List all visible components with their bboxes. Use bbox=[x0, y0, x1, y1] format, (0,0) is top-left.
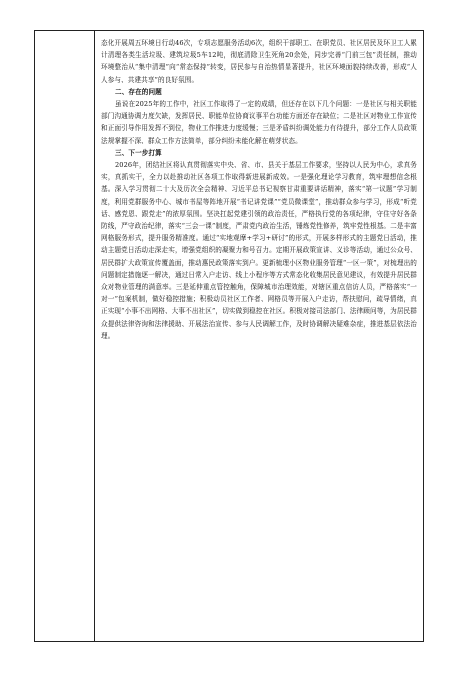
content-cell bbox=[101, 37, 417, 342]
paragraph-problems: 虽说在2025年的工作中，社区工作取得了一定的成绩，但还存在以下几个问题：一是社区与相关职能部门沟通协调力度欠缺，发挥居民、职能单位协商议事平台功能方面还存在缺位；二是社区对物业工作宣传和正面引导作用发挥不到位，物业工作推进力度缓慢；三是矛盾纠纷调处能力有待提升，部分工作人员政策法规掌握不深、群众工作方法简单，部分纠纷未能化解在萌芽状态。 bbox=[101, 100, 417, 145]
heading-problems: 二、存在的问题 bbox=[115, 87, 162, 96]
paragraph-next-steps: 2026年，团结社区将认真贯彻落实中央、省、市、县关于基层工作要求，坚持以人民为中心，求真务实，真抓实干，全力以赴推动社区各项工作取得新进展新成效。一是强化理论学习教育，筑牢理想信念根基。深入学习贯彻二十大及历次全会精神、习近平总书记视察甘肃重要讲话精神，落实“第一议题”学习制度，利用党群服务中心、城市书屋等阵地开展“书记讲党课”“党员微课堂”，推动群众参与学习，形成“听党话、感党恩、跟党走”的浓厚氛围。坚决扛起党建引领的政治责任，严格执行党的各项纪律，守住守好各条防线，严守政治纪律，落实“三会一课”制度，严肃党内政治生活，锤炼党性修养，筑牢党性根基。二是丰富网格服务形式，提升服务精准度。通过“实地观摩+学习+研讨”的形式，开展多样形式的主题党日活动，推动主题党日活动走深走实，增强党组织的凝聚力和号召力。定期开展政策宣讲、义诊等活动，通过公众号、居民群扩大政策宣传覆盖面，推动惠民政策落实到户。更新梳理小区物业服务管理“一区一策”，对梳理出的问题制定措施逐一解决，通过日常入户走访、线上小程序等方式常态化收集居民意见建议，有效提升居民群众对物业管理的满意率。三是延伸重点管控触角，保障城市治理效能，对辖区重点信访人员，严格落实“一对一”包案机制，做好稳控措施；积极动员社区工作者、网格员等开展入户走访，帮扶慰问，疏导情绪，真正实现“小事不出网格、大事不出社区”，切实做到稳控在社区。积极对接司法部门、法律顾问等，为居民群众提供法律咨询和法律援助、开展法治宣传、参与人民调解工作，及时协调解决疑难杂症，推进基层依法治理。 bbox=[101, 161, 417, 340]
column-divider bbox=[94, 31, 95, 641]
paragraph-environment: 态化开展周五环境日行动46次，专项志愿服务活动6次，组织干部职工、在职党员、社区居民及环卫工人累计清理各类生活垃圾、建筑垃圾5车12吨，彻底清除卫生死角20余处，同步完善“门前三包”责任制，推动环境整治从“集中清理”向“常态保持”转变，居民参与自治热情显著提升，社区环境面貌持续改善，形成“人人参与、共建共享”的良好氛围。 bbox=[101, 39, 417, 84]
heading-next-steps: 三、下一步打算 bbox=[115, 148, 162, 157]
table-frame bbox=[34, 30, 424, 642]
